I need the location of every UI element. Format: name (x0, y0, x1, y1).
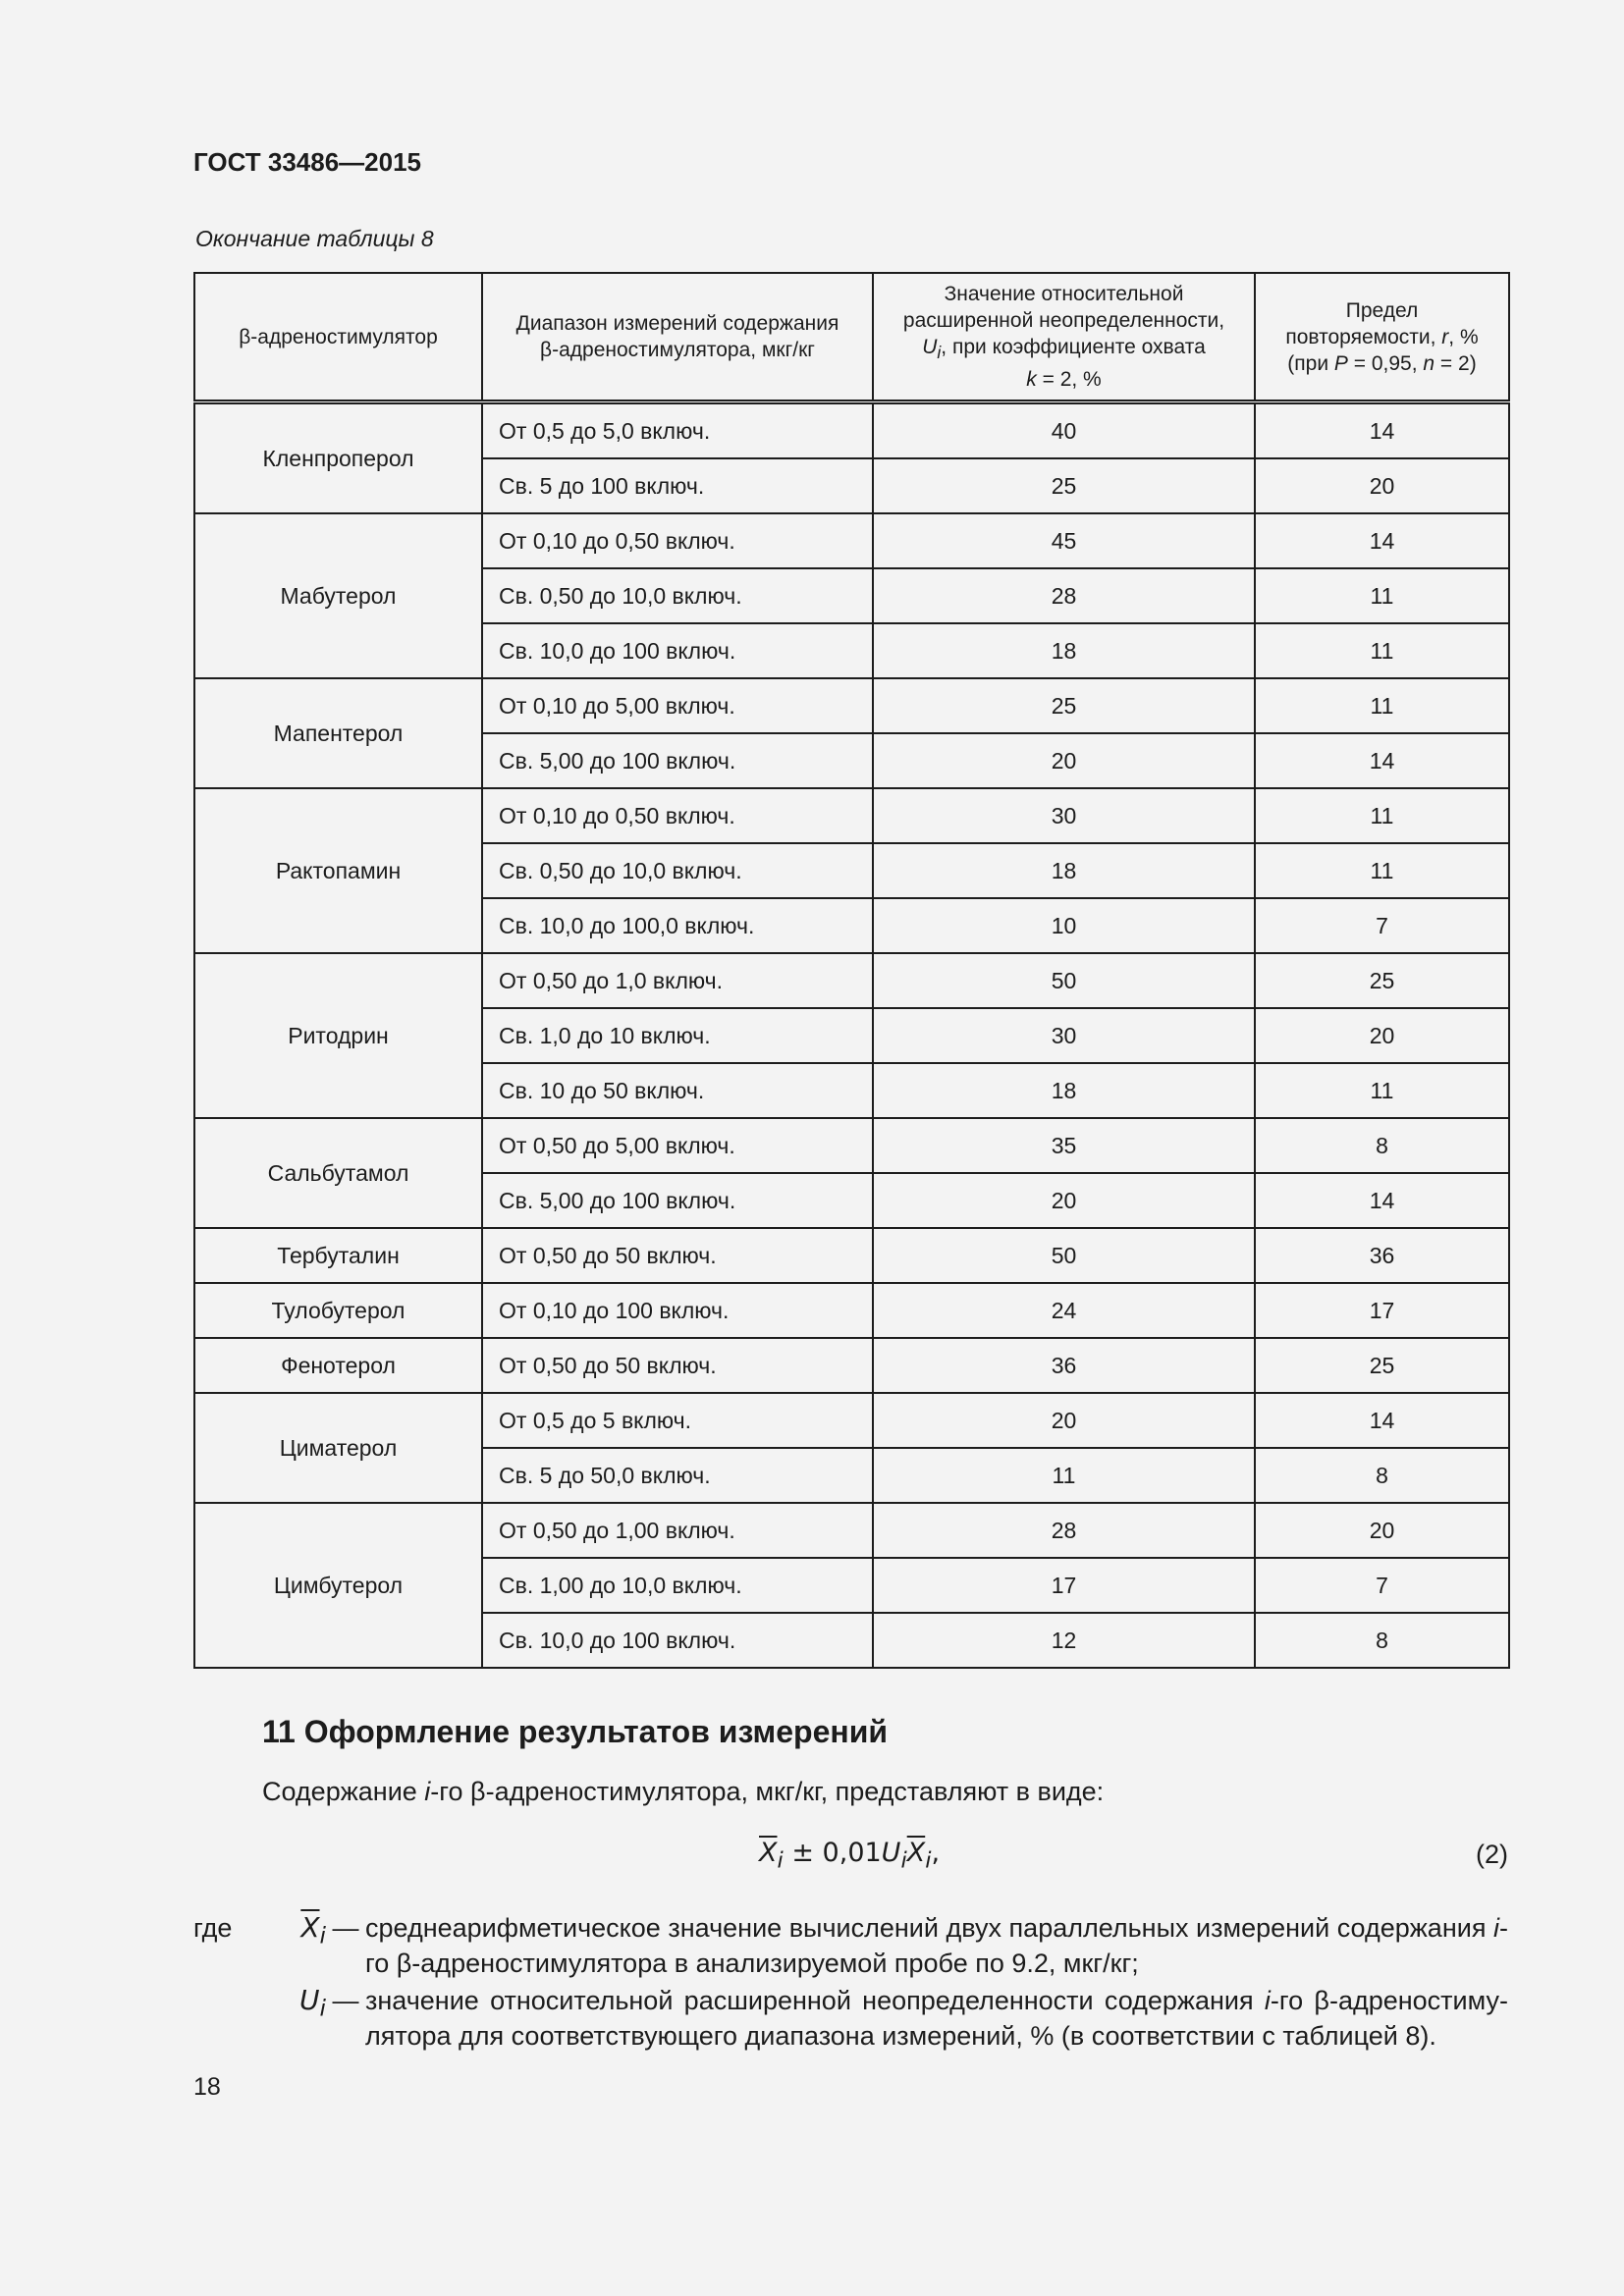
table-row (194, 1228, 1509, 1283)
uncertainty-cell: 20 (873, 1393, 1255, 1448)
range-cell: Св. 1,0 до 10 включ. (482, 1008, 873, 1063)
table-row (194, 1338, 1509, 1393)
repeatability-cell: 20 (1255, 458, 1509, 513)
range-cell: Св. 10,0 до 100 включ. (482, 623, 873, 678)
stimulator-name: Мабутерол (194, 513, 482, 678)
range-cell: Св. 10,0 до 100 включ. (482, 1613, 873, 1668)
uncertainty-cell: 18 (873, 1063, 1255, 1118)
section-heading: 11 Оформление результатов измерений (262, 1714, 889, 1749)
uncertainty-cell: 28 (873, 1503, 1255, 1558)
range-cell: Св. 1,00 до 10,0 включ. (482, 1558, 873, 1613)
range-cell: От 0,50 до 1,0 включ. (482, 953, 873, 1008)
repeatability-cell: 14 (1255, 1393, 1509, 1448)
repeatability-cell: 8 (1255, 1613, 1509, 1668)
repeatability-cell: 11 (1255, 623, 1509, 678)
repeatability-cell: 17 (1255, 1283, 1509, 1338)
section-intro: Содержание i-го β-адреностимулятора, мкг/кг, представляют в виде: (262, 1777, 1105, 1806)
table-row (194, 678, 1509, 733)
uncertainty-cell: 24 (873, 1283, 1255, 1338)
uncertainty-cell: 30 (873, 788, 1255, 843)
repeatability-cell: 11 (1255, 843, 1509, 898)
table-header-row (194, 273, 1509, 402)
range-cell: От 0,5 до 5,0 включ. (482, 402, 873, 459)
uncertainty-cell: 36 (873, 1338, 1255, 1393)
stimulator-name: Мапентерол (194, 678, 482, 788)
range-cell: От 0,10 до 5,00 включ. (482, 678, 873, 733)
uncertainty-cell: 25 (873, 678, 1255, 733)
range-cell: Св. 5 до 50,0 включ. (482, 1448, 873, 1503)
repeatability-cell: 11 (1255, 568, 1509, 623)
uncertainty-cell: 40 (873, 402, 1255, 459)
repeatability-cell: 7 (1255, 1558, 1509, 1613)
uncertainty-cell: 18 (873, 843, 1255, 898)
uncertainty-cell: 20 (873, 1173, 1255, 1228)
stimulator-name: Фенотерол (194, 1338, 482, 1393)
uncertainty-cell: 20 (873, 733, 1255, 788)
where-item-mean: где $\overline{X}_i$ — среднеарифметическое значение вычислений двух параллельных измерений содержания i-го β-адреностимулятора в анализируемой пробе по 9.2, мкг/кг; (193, 1910, 1508, 1981)
range-cell: От 0,10 до 0,50 включ. (482, 788, 873, 843)
header-uncertainty: Значение относительной расширенной неопределенности, $U_i$, при коэффициенте охвата k = 2, % (873, 273, 1255, 402)
uncertainty-cell: 50 (873, 953, 1255, 1008)
table-row (194, 513, 1509, 568)
range-cell: От 0,5 до 5 включ. (482, 1393, 873, 1448)
repeatability-cell: 14 (1255, 513, 1509, 568)
repeatability-cell: 14 (1255, 1173, 1509, 1228)
repeatability-cell: 25 (1255, 953, 1509, 1008)
uncertainty-cell: 10 (873, 898, 1255, 953)
header-stimulator: β-адреностимулятор (194, 273, 482, 402)
symbol-u: $U_i$ (299, 1984, 326, 2022)
symbol-x-mean: $\overline{X}_i$ (300, 1911, 326, 1949)
uncertainty-cell: 17 (873, 1558, 1255, 1613)
range-cell: Св. 10 до 50 включ. (482, 1063, 873, 1118)
table-row (194, 953, 1509, 1008)
range-cell: От 0,50 до 50 включ. (482, 1338, 873, 1393)
uncertainty-cell: 30 (873, 1008, 1255, 1063)
where-block (193, 1910, 1508, 2056)
where-lead: где (193, 1913, 233, 1943)
uncertainty-cell: 12 (873, 1613, 1255, 1668)
repeatability-cell: 11 (1255, 788, 1509, 843)
uncertainty-cell: 50 (873, 1228, 1255, 1283)
uncertainty-cell: 45 (873, 513, 1255, 568)
where-item-u: $U_i$ — значение относительной расширенной неопределенности содержания i-го β-адреностиму-лятора для соответствующего диапазона измерений, % (в соответствии с таблицей 8). (193, 1983, 1508, 2054)
range-cell: Св. 0,50 до 10,0 включ. (482, 843, 873, 898)
stimulator-name: Кленпроперол (194, 402, 482, 514)
uncertainty-cell: 18 (873, 623, 1255, 678)
repeatability-cell: 11 (1255, 1063, 1509, 1118)
range-cell: От 0,50 до 1,00 включ. (482, 1503, 873, 1558)
definition-u: значение относительной расширенной неопределенности содержания i-го β-адреностиму-лятора для соответствующего диапазона измерений, % (в соответствии с таблицей 8). (365, 1986, 1508, 2051)
stimulator-name: Тербуталин (194, 1228, 482, 1283)
stimulator-name: Цимбутерол (194, 1503, 482, 1668)
table-body (194, 402, 1509, 1669)
table-row (194, 1503, 1509, 1558)
stimulator-name: Рактопамин (194, 788, 482, 953)
table-caption: Окончание таблицы 8 (195, 226, 434, 251)
range-cell: От 0,10 до 0,50 включ. (482, 513, 873, 568)
repeatability-cell: 14 (1255, 733, 1509, 788)
table-8 (193, 272, 1510, 1669)
repeatability-cell: 14 (1255, 402, 1509, 459)
range-cell: Св. 5 до 100 включ. (482, 458, 873, 513)
table-row (194, 1393, 1509, 1448)
range-cell: Св. 5,00 до 100 включ. (482, 733, 873, 788)
uncertainty-cell: 11 (873, 1448, 1255, 1503)
stimulator-name: Циматерол (194, 1393, 482, 1503)
repeatability-cell: 8 (1255, 1118, 1509, 1173)
header-repeatability: Предел повторяемости, r, % (при P = 0,95, n = 2) (1255, 273, 1509, 402)
stimulator-name: Тулобутерол (194, 1283, 482, 1338)
range-cell: Св. 5,00 до 100 включ. (482, 1173, 873, 1228)
table-row (194, 1118, 1509, 1173)
table-row (194, 1283, 1509, 1338)
definition-x-mean: среднеарифметическое значение вычислений двух параллельных измерений содержания i-го β-адреностимулятора в анализируемой пробе по 9.2, мкг/кг; (365, 1913, 1508, 1978)
stimulator-name: Сальбутамол (194, 1118, 482, 1228)
stimulator-name: Ритодрин (194, 953, 482, 1118)
equation-number: (2) (1476, 1840, 1508, 1869)
uncertainty-cell: 35 (873, 1118, 1255, 1173)
header-range: Диапазон измерений содержания β-адреностимулятора, мкг/кг (482, 273, 873, 402)
page-number: 18 (193, 2073, 221, 2101)
repeatability-cell: 11 (1255, 678, 1509, 733)
uncertainty-cell: 25 (873, 458, 1255, 513)
repeatability-cell: 36 (1255, 1228, 1509, 1283)
repeatability-cell: 20 (1255, 1503, 1509, 1558)
range-cell: От 0,50 до 5,00 включ. (482, 1118, 873, 1173)
repeatability-cell: 20 (1255, 1008, 1509, 1063)
repeatability-cell: 25 (1255, 1338, 1509, 1393)
range-cell: Св. 0,50 до 10,0 включ. (482, 568, 873, 623)
range-cell: От 0,10 до 100 включ. (482, 1283, 873, 1338)
table-row (194, 788, 1509, 843)
document-code: ГОСТ 33486—2015 (193, 147, 421, 177)
uncertainty-cell: 28 (873, 568, 1255, 623)
range-cell: От 0,50 до 50 включ. (482, 1228, 873, 1283)
repeatability-cell: 7 (1255, 898, 1509, 953)
repeatability-cell: 8 (1255, 1448, 1509, 1503)
formula-2: $\overline{X}_i \pm 0,01U_i\overline{X}_i$, (759, 1838, 941, 1874)
table-row (194, 402, 1509, 459)
range-cell: Св. 10,0 до 100,0 включ. (482, 898, 873, 953)
